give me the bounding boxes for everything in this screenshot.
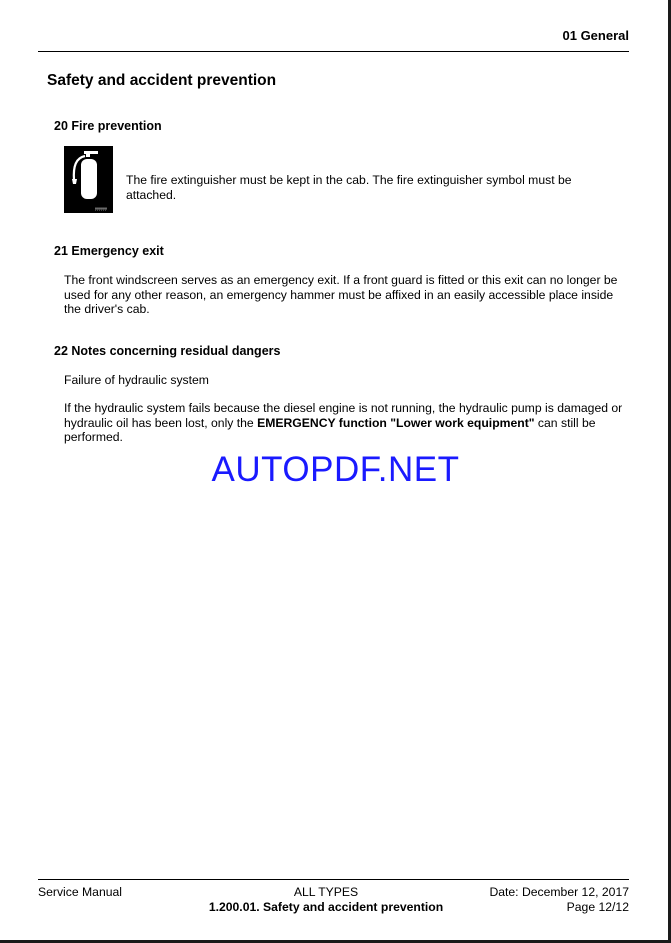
fire-prevention-text: The fire extinguisher must be kept in the cab. The fire extinguisher symbol must be attached. [126, 173, 572, 202]
footer-rule [38, 879, 629, 880]
hydraulic-text-before: If the hydraulic system fails because the diesel engine is not running, the hydraulic pump is damaged or hydraulic oil has been lost, only the [64, 401, 623, 430]
page-title: Safety and accident prevention [47, 72, 277, 89]
section-heading-emergency-exit: 21 Emergency exit [54, 244, 164, 258]
hydraulic-failure-text [64, 401, 630, 445]
section-heading-residual-dangers: 22 Notes concerning residual dangers [54, 344, 281, 358]
emergency-exit-text: The front windscreen serves as an emergency exit. If a front guard is fitted or this exit can no longer be used for any other reason, an emergency hammer must be affixed in an easily accessible place inside the driver's cab. [64, 273, 618, 316]
hydraulic-text-bold: EMERGENCY function "Lower work equipment" [257, 415, 535, 430]
footer-center [140, 885, 512, 914]
hydraulic-failure-subheading: Failure of hydraulic system [64, 373, 209, 387]
footer-date: Date: December 12, 2017 [489, 885, 629, 899]
hydraulic-text-after: can still be performed. [64, 415, 596, 444]
footer-document-type: Service Manual [38, 885, 122, 899]
footer-right [489, 885, 629, 914]
footer-section-ref: 1.200.01. Safety and accident prevention [208, 899, 444, 914]
header-rule [38, 51, 629, 52]
fire-extinguisher-icon [64, 146, 113, 213]
icon-caption: yyyyyy [95, 205, 107, 211]
watermark: AUTOPDF.NET [211, 450, 460, 489]
footer-types: ALL TYPES [293, 885, 359, 899]
section-heading-fire-prevention: 20 Fire prevention [54, 119, 162, 133]
header-chapter: 01 General [562, 28, 629, 43]
footer-page-number: Page 12/12 [566, 899, 629, 914]
